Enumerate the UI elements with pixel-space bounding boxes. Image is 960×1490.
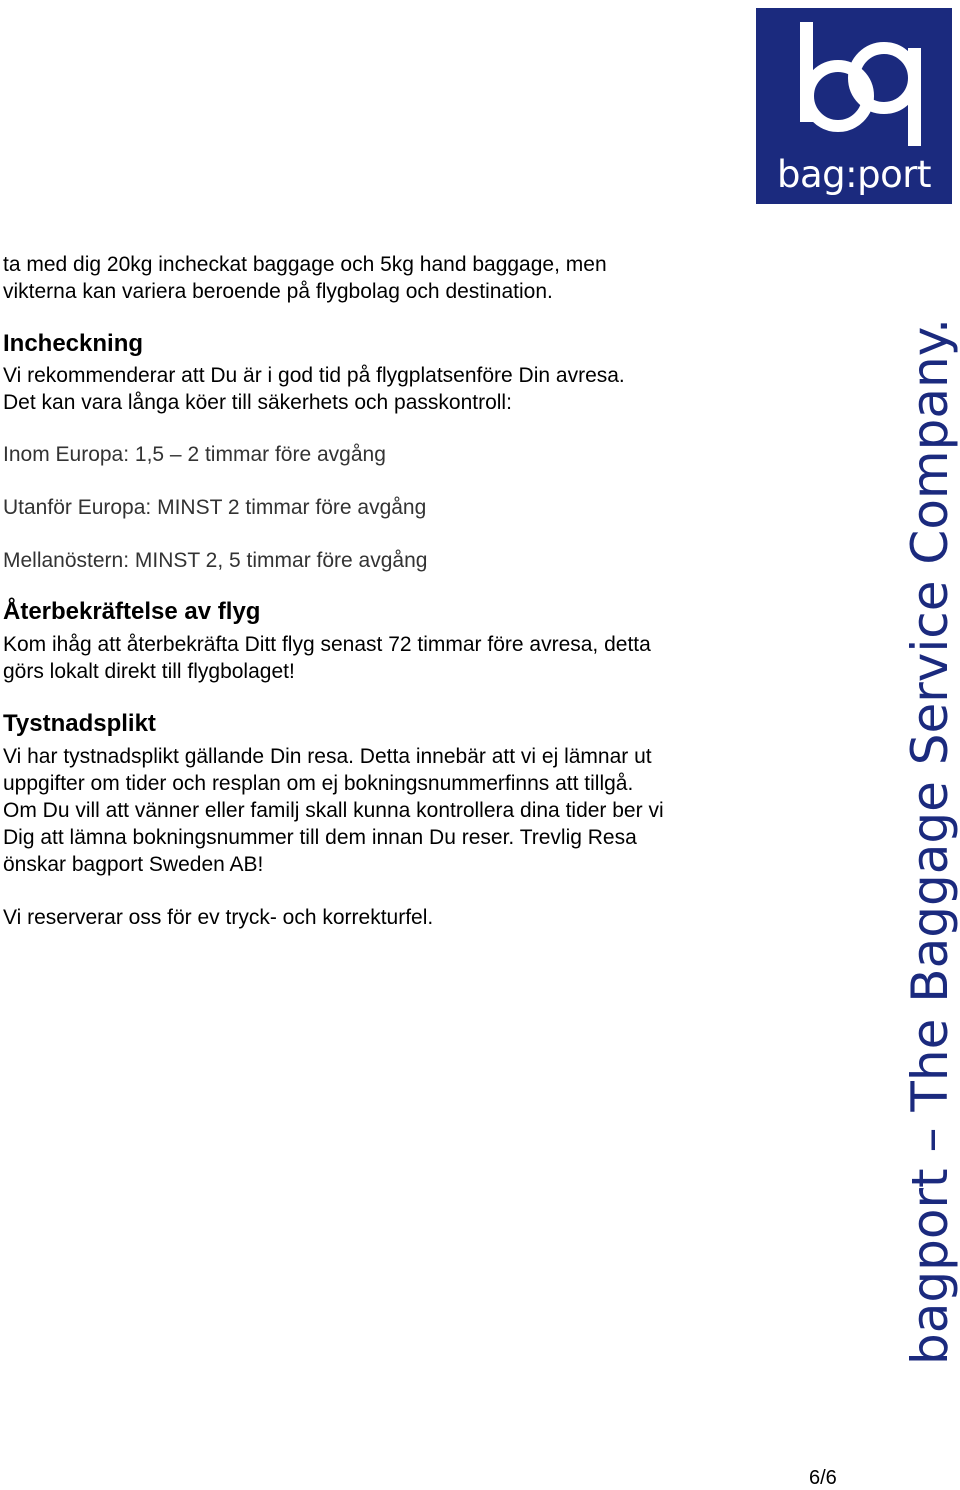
heading-reconfirm: Återbekräftelse av flyg bbox=[3, 598, 261, 625]
heading-incheckning: Incheckning bbox=[3, 330, 144, 357]
document-body bbox=[3, 251, 763, 931]
reconfirm-line-1: Kom ihåg att återbekräfta Ditt flyg senast 72 timmar före avresa, detta bbox=[3, 633, 651, 656]
secrecy-line-1: Vi har tystnadsplikt gällande Din resa. Detta innebär att vi ej lämnar ut bbox=[3, 745, 652, 768]
incheckning-line-1: Vi rekommenderar att Du är i god tid på flygplatsenföre Din avresa. bbox=[3, 364, 625, 387]
logo-wordmark: bag:port bbox=[777, 153, 931, 196]
secrecy-line-5: önskar bagport Sweden AB! bbox=[3, 853, 264, 876]
secrecy-line-2: uppgifter om tider och resplan om ej bokningsnummerfinns att tillgå. bbox=[3, 772, 634, 795]
intro-line-1: ta med dig 20kg incheckat baggage och 5kg hand baggage, men bbox=[3, 253, 607, 276]
heading-secrecy: Tystnadsplikt bbox=[3, 710, 156, 737]
secrecy-line-4: Dig att lämna bokningsnummer till dem innan Du reser. Trevlig Resa bbox=[3, 826, 637, 849]
time-outside-europe: Utanför Europa: MINST 2 timmar före avgång bbox=[3, 496, 427, 519]
time-europe: Inom Europa: 1,5 – 2 timmar före avgång bbox=[3, 443, 386, 466]
page-number: 6/6 bbox=[809, 1467, 837, 1489]
bagport-logo bbox=[756, 8, 952, 204]
intro-line-2: vikterna kan variera beroende på flygbolag och destination. bbox=[3, 280, 553, 303]
disclaimer: Vi reserverar oss för ev tryck- och korrekturfel. bbox=[3, 906, 434, 929]
side-tagline: bagport – The Baggage Service Company. bbox=[901, 317, 959, 1365]
time-middle-east: Mellanöstern: MINST 2, 5 timmar före avgång bbox=[3, 549, 428, 572]
reconfirm-line-2: görs lokalt direkt till flygbolaget! bbox=[3, 660, 295, 683]
secrecy-line-3: Om Du vill att vänner eller familj skall kunna kontrollera dina tider ber vi bbox=[3, 799, 664, 822]
incheckning-line-2: Det kan vara långa köer till säkerhets och passkontroll: bbox=[3, 391, 512, 414]
